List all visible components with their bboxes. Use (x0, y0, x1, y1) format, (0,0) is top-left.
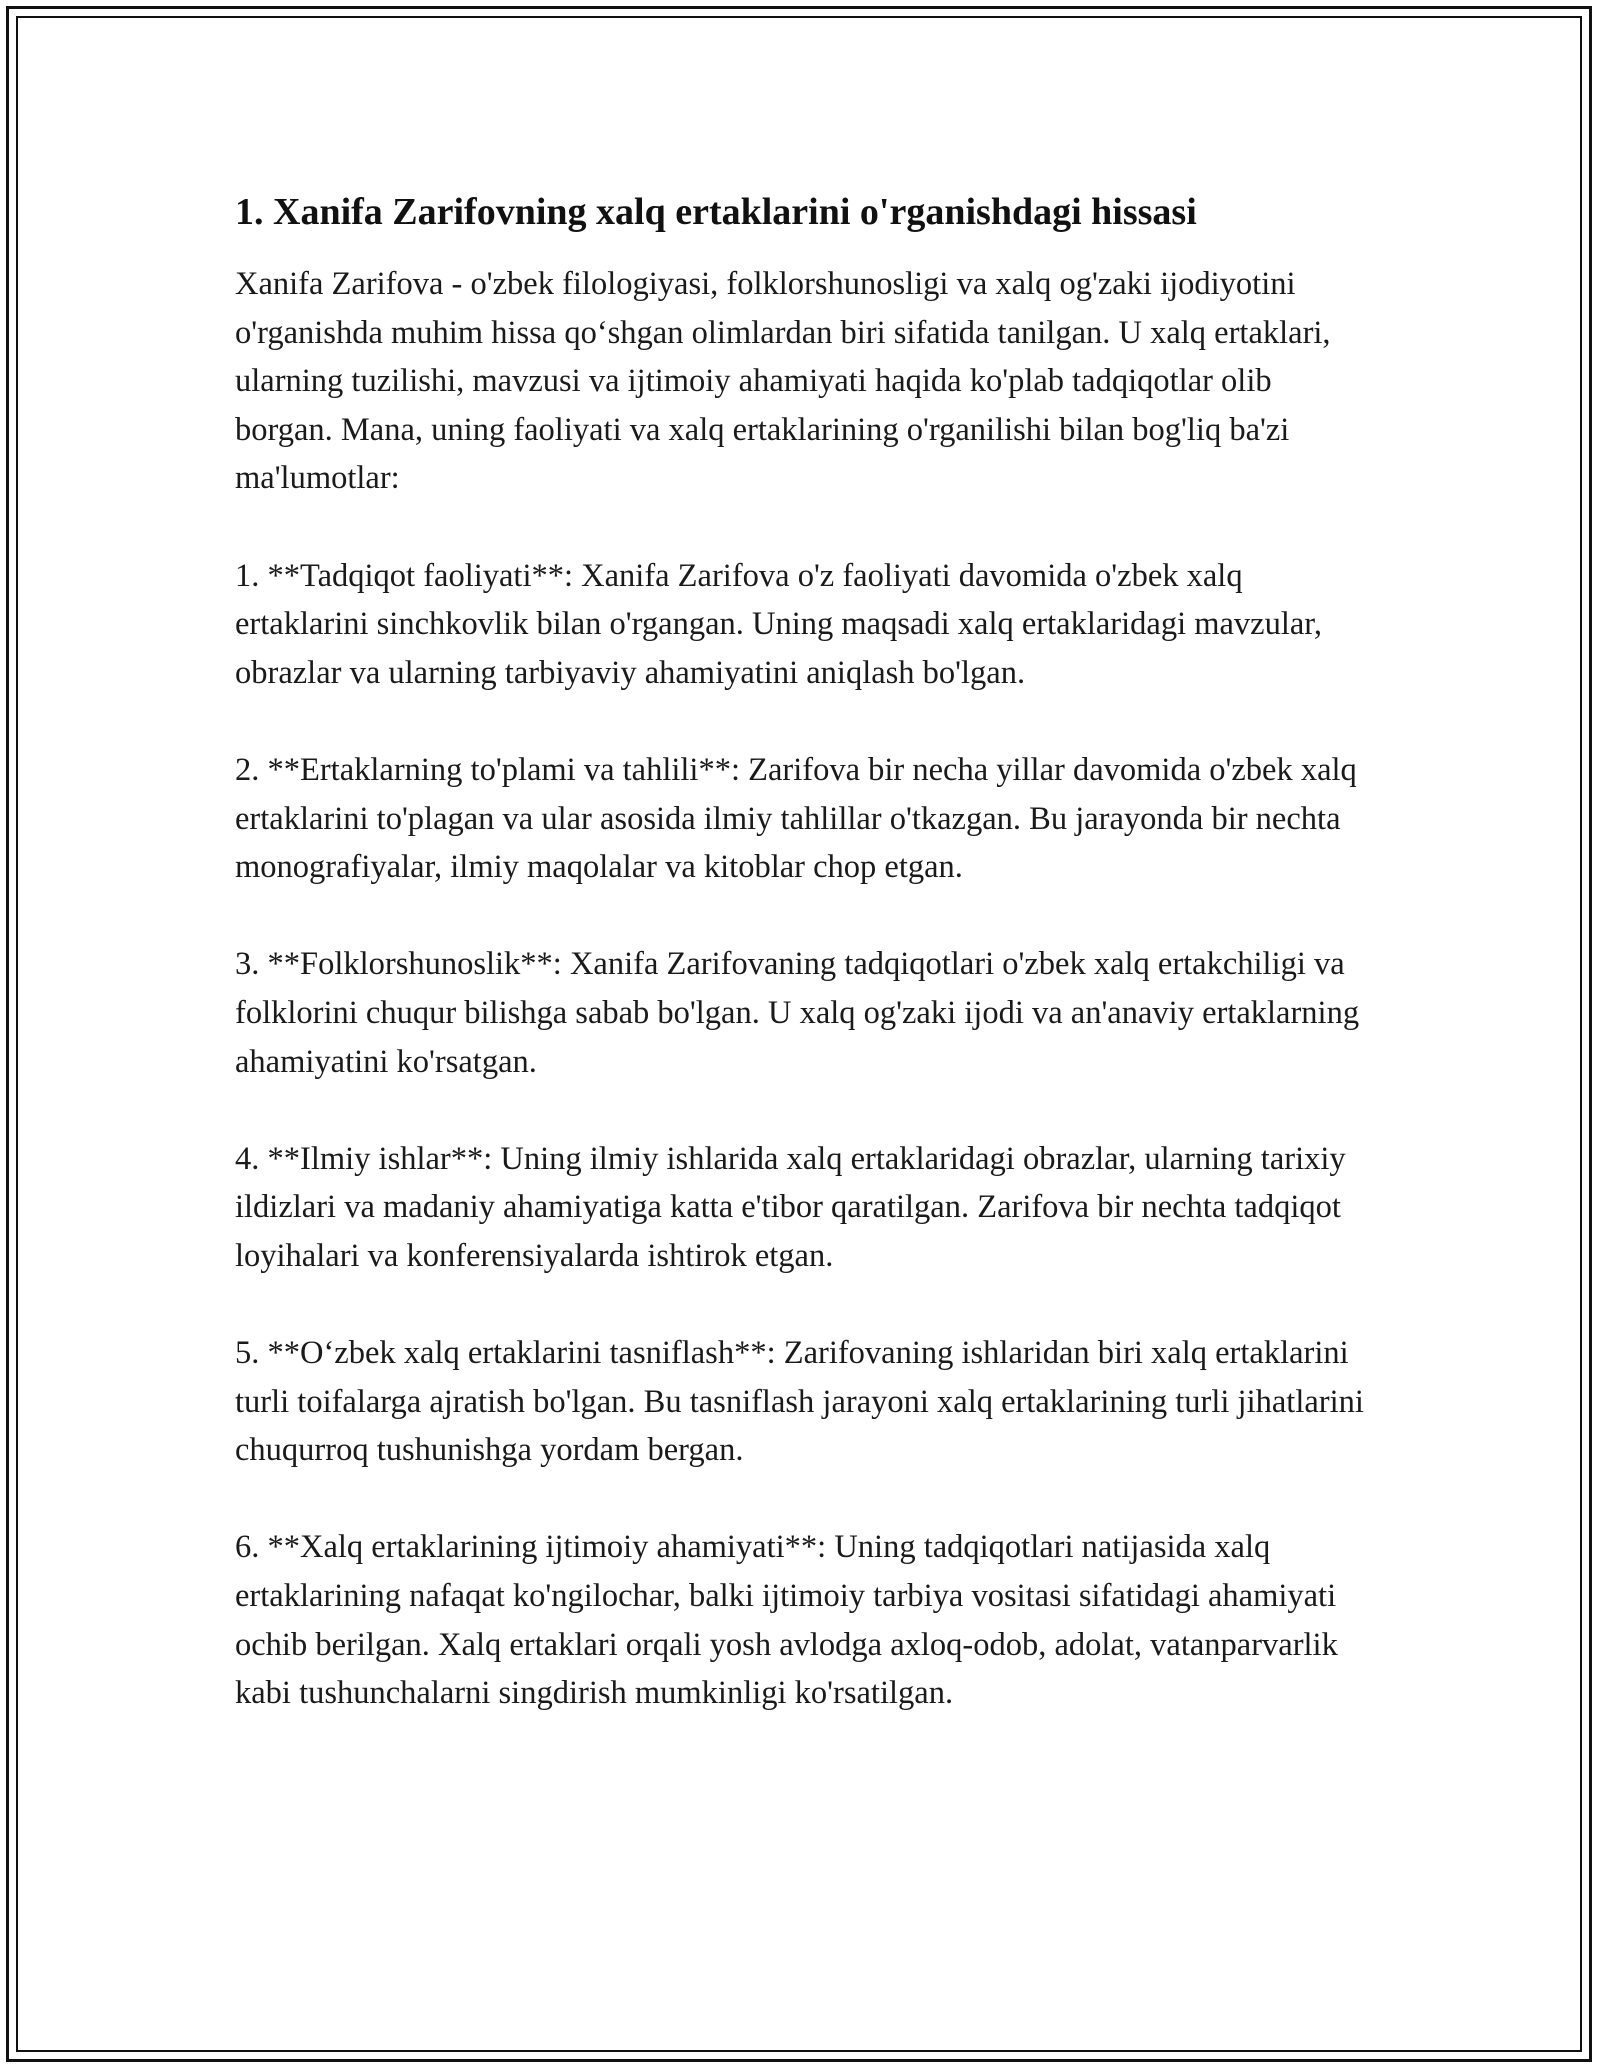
intro-paragraph: Xanifa Zarifova - o'zbek filologiyasi, folklorshunosligi va xalq og'zaki ijodiyotini o'rganishda muhim hissa qo‘shgan olimlardan biri sifatida tanilgan. U xalq ertaklari, ularning tuzilishi, mavzusi va ijtimoiy ahamiyati haqida ko'plab tadqiqotlar olib borgan. Mana, uning faoliyati va xalq ertaklarining o'rganilishi bilan bog'liq ba'zi ma'lumotlar: (235, 266, 1331, 497)
list-item-collection-analysis: 2. **Ertaklarning to'plami va tahlili**: Zarifova bir necha yillar davomida o'zbek xalq ertaklarini to'plagan va ular asosida ilmiy tahlillar o'tkazgan. Bu jarayonda bir nechta monografiyalar, ilmiy maqolalar va kitoblar chop etgan. (235, 751, 1357, 886)
list-item-scientific-works: 4. **Ilmiy ishlar**: Uning ilmiy ishlarida xalq ertaklaridagi obrazlar, ularning tarixiy ildizlari va madaniy ahamiyatiga katta e'tibor qaratilgan. Zarifova bir nechta tadqiqot loyihalari va konferensiyalarda ishtirok etgan. (235, 1140, 1346, 1274)
list-item-folklore-studies: 3. **Folklorshunoslik**: Xanifa Zarifovaning tadqiqotlari o'zbek xalq ertakchiligi va folklorini chuqur bilishga sabab bo'lgan. U xalq og'zaki ijodi va an'anaviy ertaklarning ahamiyatini ko'rsatgan. (235, 946, 1360, 1080)
list-item-social-significance: 6. **Xalq ertaklarining ijtimoiy ahamiyati**: Uning tadqiqotlari natijasida xalq ertaklarining nafaqat ko'ngilochar, balki ijtimoiy tarbiya vositasi sifatidagi ahamiyati ochib berilgan. Xalq ertaklari orqali yosh avlodga axloq-odob, adolat, vatanparvarlik kabi tushunchalarni singdirish mumkinligi ko'rsatilgan. (235, 1529, 1338, 1712)
document-title: 1. Xanifa Zarifovning xalq ertaklarini o'rganishdagi hissasi (235, 191, 1197, 233)
list-item-classification: 5. **O‘zbek xalq ertaklarini tasniflash**: Zarifovaning ishlaridan biri xalq ertaklarini turli toifalarga ajratish bo'lgan. Bu tasniflash jarayoni xalq ertaklarining turli jihatlarini chuqurroq tushunishga yordam bergan. (235, 1335, 1364, 1469)
list-item-research-activity: 1. **Tadqiqot faoliyati**: Xanifa Zarifova o'z faoliyati davomida o'zbek xalq ertaklarini sinchkovlik bilan o'rgangan. Uning maqsadi xalq ertaklaridagi mavzular, obrazlar va ularning tarbiyaviy ahamiyatini aniqlash bo'lgan. (235, 557, 1322, 691)
document-body (235, 188, 1375, 1718)
